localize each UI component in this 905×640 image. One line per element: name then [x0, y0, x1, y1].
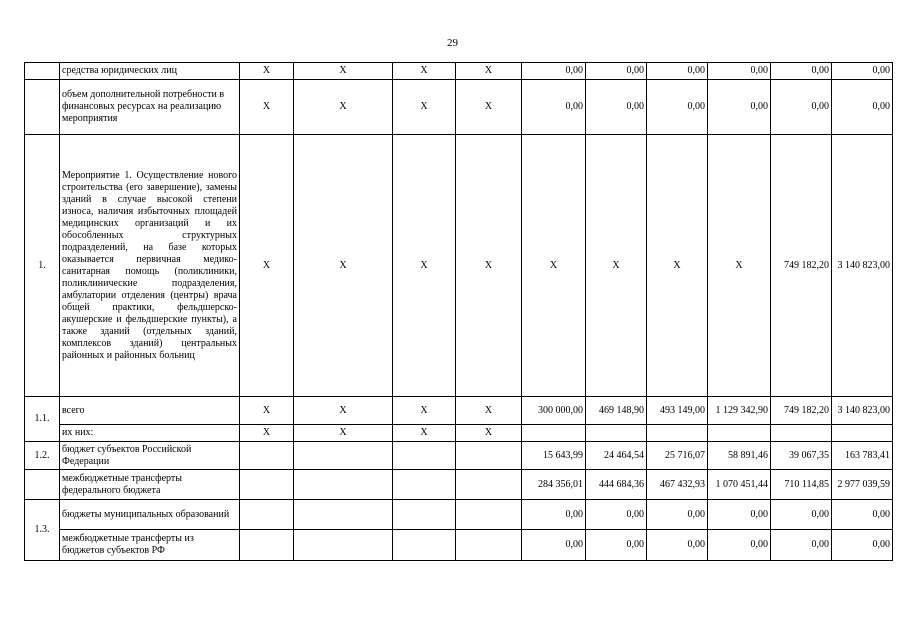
- value-cell: 710 114,85: [771, 470, 832, 500]
- value-cell: [771, 425, 832, 442]
- row-name: всего: [60, 397, 240, 425]
- x-cell: Х: [240, 397, 294, 425]
- x-cell: Х: [240, 80, 294, 135]
- value-cell: [586, 425, 647, 442]
- value-cell: 3 140 823,00: [832, 135, 893, 397]
- x-cell: Х: [294, 135, 393, 397]
- value-cell: 0,00: [586, 63, 647, 80]
- x-cell: [240, 530, 294, 561]
- x-cell: Х: [294, 80, 393, 135]
- x-cell: Х: [456, 63, 522, 80]
- value-cell: 15 643,99: [522, 442, 586, 470]
- value-cell: 0,00: [586, 500, 647, 530]
- value-cell: 39 067,35: [771, 442, 832, 470]
- x-cell: Х: [456, 80, 522, 135]
- x-cell: [456, 442, 522, 470]
- x-cell: [240, 470, 294, 500]
- value-cell: 0,00: [522, 80, 586, 135]
- x-cell: Х: [393, 425, 456, 442]
- row-name: межбюджетные трансферты федерального бюджета: [60, 470, 240, 500]
- x-cell: [393, 442, 456, 470]
- x-cell: Х: [240, 425, 294, 442]
- value-cell: 0,00: [832, 80, 893, 135]
- table-row: [25, 530, 893, 561]
- value-cell: 3 140 823,00: [832, 397, 893, 425]
- table-row: [25, 135, 893, 397]
- row-number: 1.2.: [25, 442, 60, 470]
- value-cell: 0,00: [832, 530, 893, 561]
- value-cell: Х: [586, 135, 647, 397]
- value-cell: 0,00: [647, 500, 708, 530]
- row-number: 1.: [25, 135, 60, 397]
- row-name: их них:: [60, 425, 240, 442]
- value-cell: [647, 425, 708, 442]
- x-cell: [294, 500, 393, 530]
- value-cell: 444 684,36: [586, 470, 647, 500]
- value-cell: 0,00: [832, 500, 893, 530]
- value-cell: 0,00: [771, 500, 832, 530]
- table-row: [25, 397, 893, 425]
- row-name: бюджет субъектов Российской Федерации: [60, 442, 240, 470]
- value-cell: Х: [647, 135, 708, 397]
- table-row: [25, 500, 893, 530]
- value-cell: 58 891,46: [708, 442, 771, 470]
- table-row: [25, 425, 893, 442]
- table-row: [25, 80, 893, 135]
- value-cell: 24 464,54: [586, 442, 647, 470]
- x-cell: Х: [456, 135, 522, 397]
- value-cell: 0,00: [522, 63, 586, 80]
- row-name: средства юридических лиц: [60, 63, 240, 80]
- value-cell: 0,00: [586, 80, 647, 135]
- x-cell: Х: [456, 425, 522, 442]
- x-cell: [240, 442, 294, 470]
- value-cell: Х: [708, 135, 771, 397]
- x-cell: [294, 442, 393, 470]
- value-cell: 749 182,20: [771, 397, 832, 425]
- value-cell: 300 000,00: [522, 397, 586, 425]
- x-cell: Х: [294, 397, 393, 425]
- value-cell: 0,00: [647, 80, 708, 135]
- value-cell: 0,00: [708, 500, 771, 530]
- value-cell: 467 432,93: [647, 470, 708, 500]
- x-cell: Х: [393, 397, 456, 425]
- x-cell: Х: [393, 63, 456, 80]
- table-row: [25, 63, 893, 80]
- row-number: [25, 80, 60, 135]
- x-cell: [456, 470, 522, 500]
- value-cell: 0,00: [647, 530, 708, 561]
- value-cell: 0,00: [708, 63, 771, 80]
- value-cell: 0,00: [708, 530, 771, 561]
- row-number: 1.1.: [25, 397, 60, 442]
- value-cell: 25 716,07: [647, 442, 708, 470]
- x-cell: [240, 500, 294, 530]
- row-number: [25, 63, 60, 80]
- table-row: [25, 470, 893, 500]
- value-cell: 0,00: [771, 63, 832, 80]
- x-cell: [393, 470, 456, 500]
- value-cell: 0,00: [647, 63, 708, 80]
- value-cell: 163 783,41: [832, 442, 893, 470]
- value-cell: 284 356,01: [522, 470, 586, 500]
- page-number: 29: [447, 37, 458, 49]
- row-name: объем дополнительной потребности в финансовых ресурсах на реализацию мероприятия: [60, 80, 240, 135]
- x-cell: [294, 530, 393, 561]
- row-number: [25, 470, 60, 500]
- value-cell: [522, 425, 586, 442]
- budget-table: [24, 62, 893, 561]
- value-cell: 749 182,20: [771, 135, 832, 397]
- row-name: межбюджетные трансферты из бюджетов субъектов РФ: [60, 530, 240, 561]
- value-cell: 1 129 342,90: [708, 397, 771, 425]
- x-cell: [456, 530, 522, 561]
- value-cell: 2 977 039,59: [832, 470, 893, 500]
- x-cell: [294, 470, 393, 500]
- x-cell: [456, 500, 522, 530]
- value-cell: Х: [522, 135, 586, 397]
- x-cell: [393, 530, 456, 561]
- value-cell: 0,00: [832, 63, 893, 80]
- row-name: Мероприятие 1. Осуществление нового строительства (его завершение), замены зданий в случае высокой степени износа, наличия избыточных площадей медицинских организаций и их обособленных структурных подразделений, на базе которых оказывается первичная медико-санитарная помощь (поликлиники, поликлинические подразделения, амбулатории отделения (центры) врача общей практики, фельдшерско-акушерские и фельдшерские пункты), а также зданий (отдельных зданий, комплексов зданий) центральных районных и районных больниц: [60, 135, 240, 397]
- x-cell: Х: [456, 397, 522, 425]
- x-cell: Х: [393, 135, 456, 397]
- x-cell: Х: [393, 80, 456, 135]
- row-name: бюджеты муниципальных образований: [60, 500, 240, 530]
- value-cell: 0,00: [771, 80, 832, 135]
- value-cell: [708, 425, 771, 442]
- x-cell: [393, 500, 456, 530]
- value-cell: 493 149,00: [647, 397, 708, 425]
- row-number: 1.3.: [25, 500, 60, 561]
- value-cell: [832, 425, 893, 442]
- value-cell: 0,00: [522, 530, 586, 561]
- value-cell: 469 148,90: [586, 397, 647, 425]
- value-cell: 0,00: [708, 80, 771, 135]
- value-cell: 0,00: [771, 530, 832, 561]
- x-cell: Х: [240, 135, 294, 397]
- x-cell: Х: [294, 425, 393, 442]
- value-cell: 0,00: [522, 500, 586, 530]
- x-cell: Х: [240, 63, 294, 80]
- value-cell: 1 070 451,44: [708, 470, 771, 500]
- value-cell: 0,00: [586, 530, 647, 561]
- table-row: [25, 442, 893, 470]
- x-cell: Х: [294, 63, 393, 80]
